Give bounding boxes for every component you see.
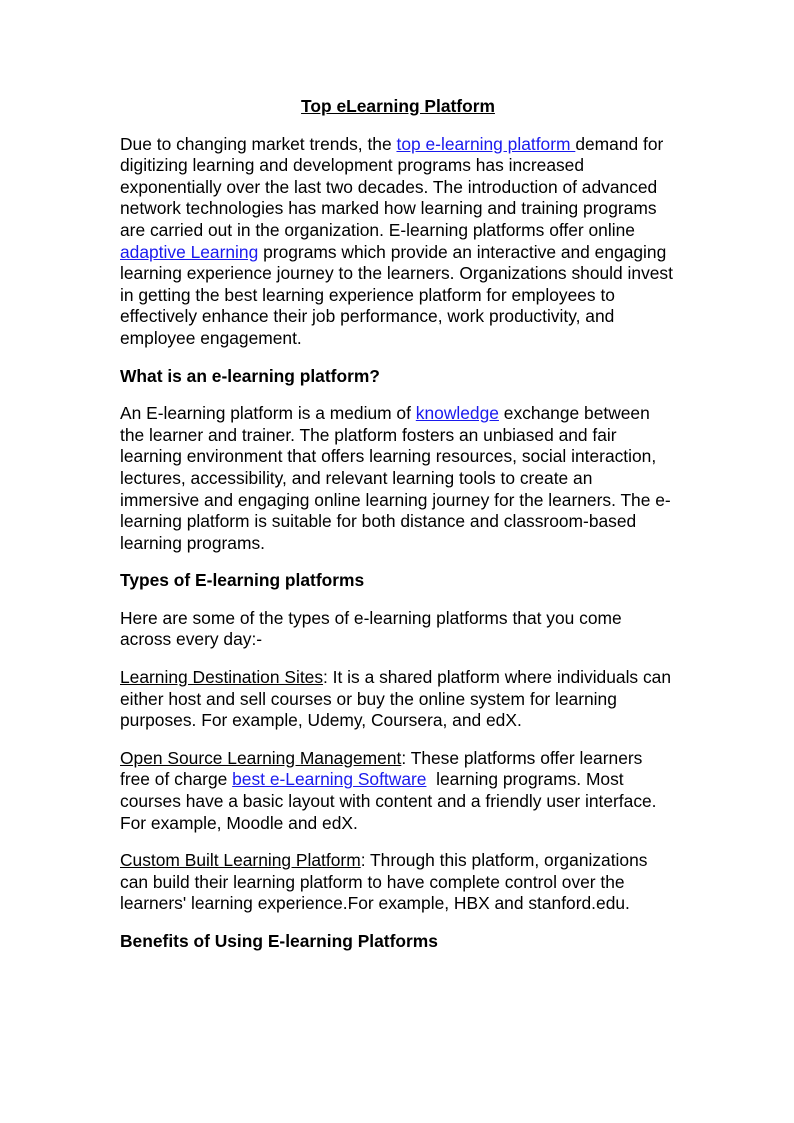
what-is-text-1: An E-learning platform is a medium of <box>120 403 416 424</box>
intro-paragraph <box>120 134 676 350</box>
page-title: Top eLearning Platform <box>301 96 495 116</box>
type-item-custom-built <box>120 850 676 915</box>
type-term-custom-built: Custom Built Learning Platform <box>120 850 361 871</box>
benefits-heading: Benefits of Using E-learning Platforms <box>120 931 438 951</box>
intro-text-3: programs which provide an interactive and engaging learning experience journey to the learners. Organizations should invest in getting the best learning experience platform for employees to effectively enhance their job performance, work productivity, and employee engagement. <box>120 241 673 348</box>
type-term-open-source: Open Source Learning Management <box>120 747 402 768</box>
type-item-open-source <box>120 748 676 834</box>
intro-text-1: Due to changing market trends, the <box>120 133 397 154</box>
type-desc-custom-built: : Through this platform, organizations can build their learning platform to have complete control over the learners' learning experience.For example, HBX and stanford.edu. <box>120 850 648 914</box>
type-term-destination-sites: Learning Destination Sites <box>120 667 324 688</box>
types-heading: Types of E-learning platforms <box>120 570 365 591</box>
intro-text-2: demand for digitizing learning and development programs has increased exponentially over the last two decades. The introduction of advanced network technologies has marked how learning and training programs are carried out in the organization. E-learning platforms offer online <box>120 133 664 240</box>
knowledge-link[interactable]: knowledge <box>415 403 499 424</box>
what-is-heading: What is an e-learning platform? <box>120 365 380 386</box>
types-intro-paragraph: Here are some of the types of e-learning platforms that you come across every day:- <box>120 607 622 650</box>
type-item-destination-sites <box>120 667 676 732</box>
type-desc-destination-sites: : It is a shared platform where individuals can either host and sell courses or buy the online system for learning purposes. For example, Udemy, Coursera, and edX. <box>120 667 671 731</box>
type-desc-open-source-1: : These platforms offer learners free of charge <box>120 747 643 790</box>
what-is-paragraph <box>120 403 676 554</box>
best-elearning-software-link[interactable]: best e-Learning Software <box>232 769 427 790</box>
type-desc-open-source-2: learning programs. Most courses have a basic layout with content and a friendly user interface. For example, Moodle and edX. <box>120 769 662 833</box>
adaptive-learning-link[interactable]: adaptive Learning <box>120 241 259 262</box>
top-elearning-platform-link[interactable]: top e-learning platform <box>396 133 576 154</box>
what-is-text-2: exchange between the learner and trainer. The platform fosters an unbiased and fair learning environment that offers learning resources, social interaction, lectures, accessibility, and relevant learning tools to create an immersive and engaging online learning journey for the learners. The e-learning platform is suitable for both distance and classroom-based learning programs. <box>120 403 671 553</box>
document-page <box>120 96 676 969</box>
